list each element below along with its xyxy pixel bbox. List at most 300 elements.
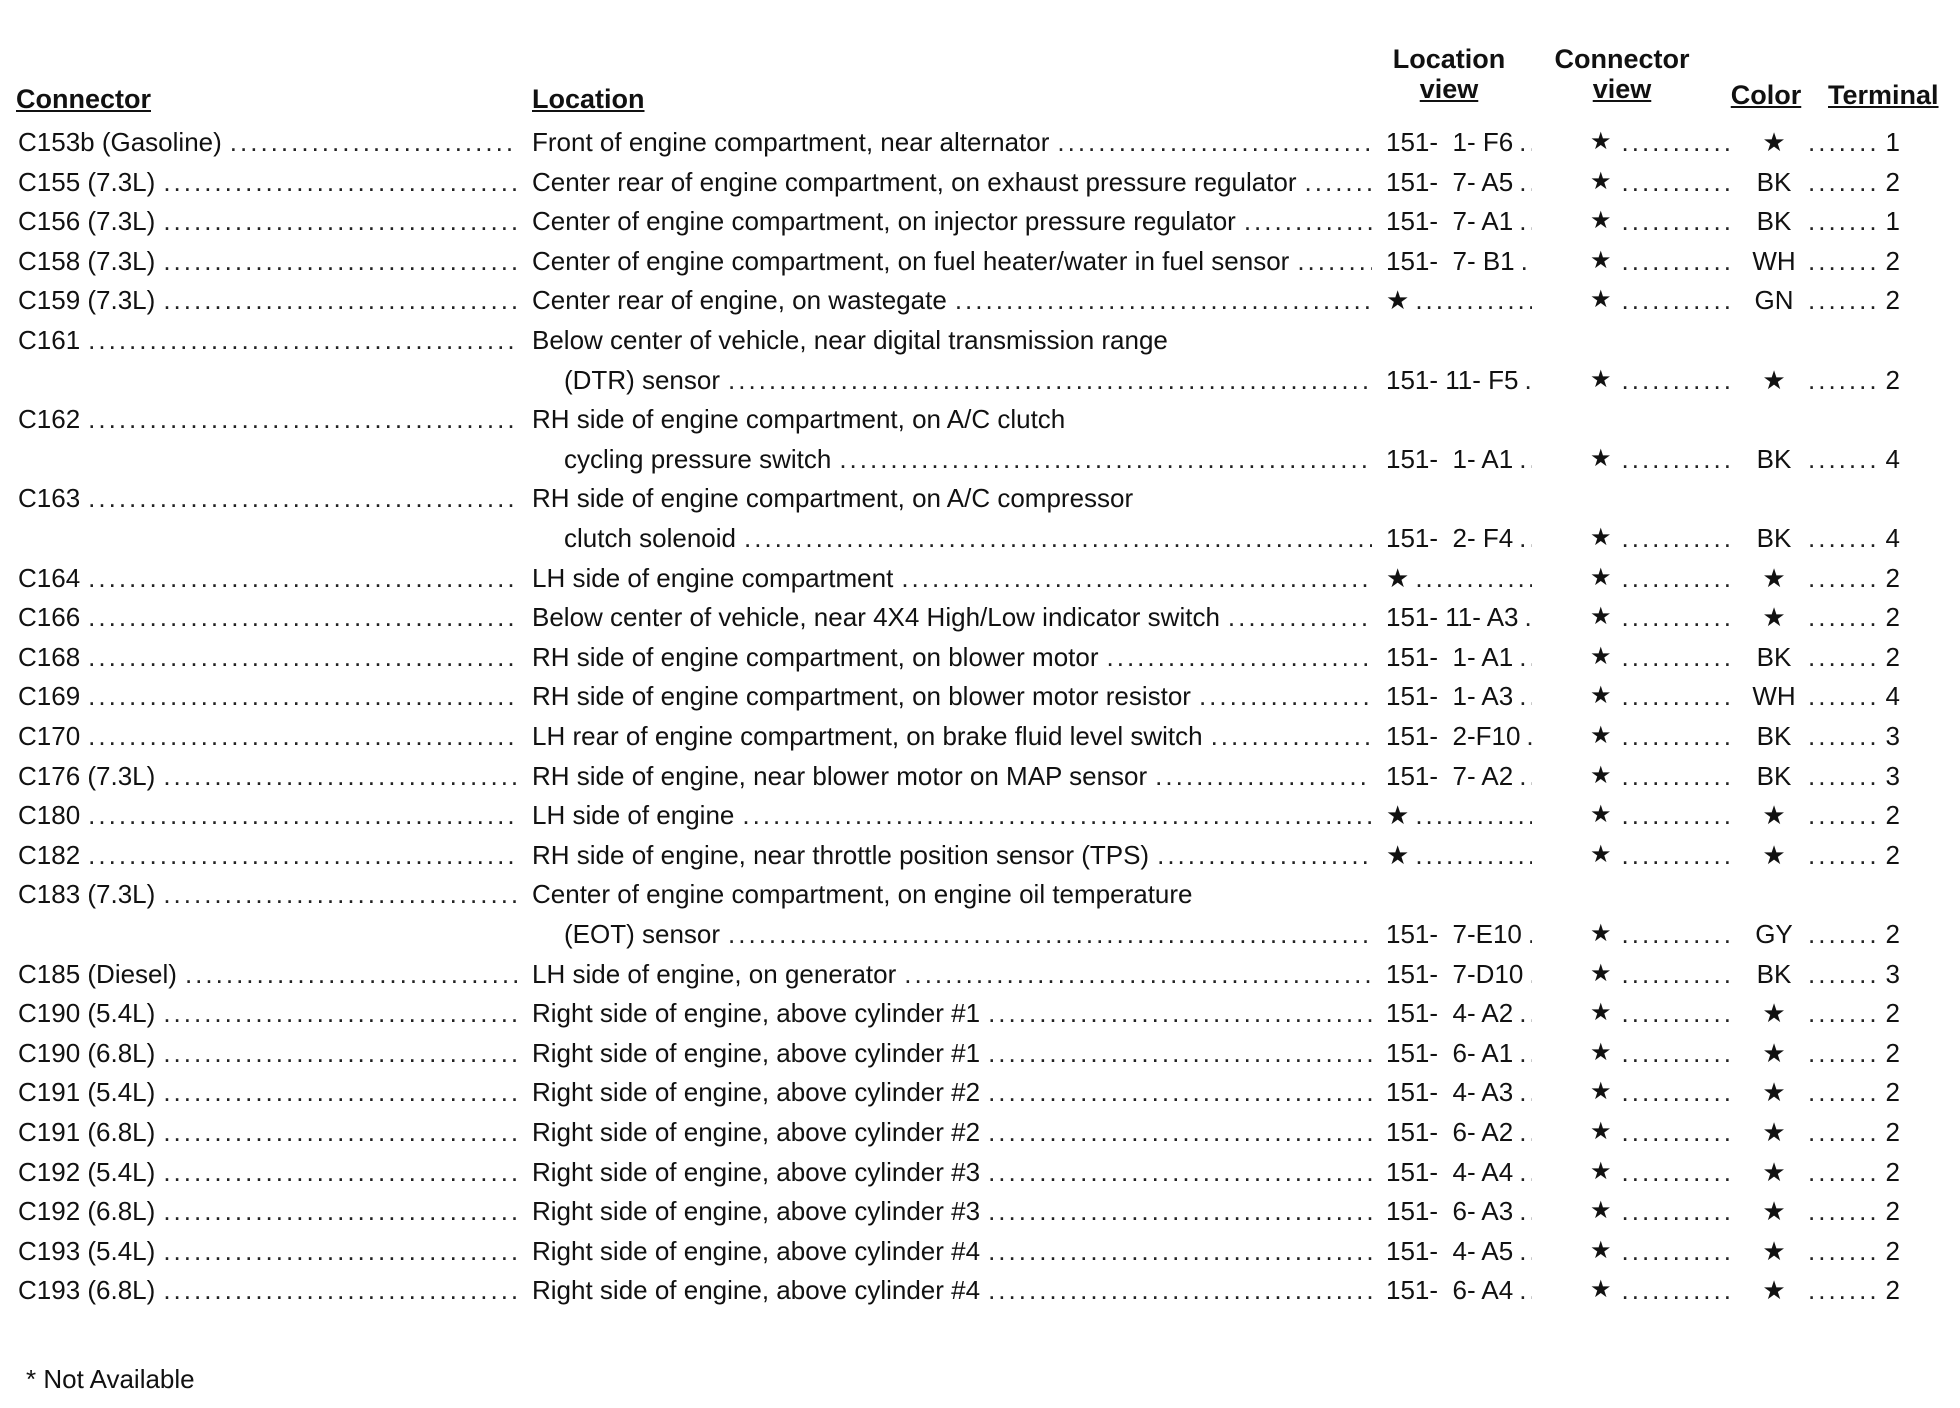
connector-id: C193 (6.8L) [18,1275,156,1306]
connector-view-cell [1590,520,1742,556]
dot-leader [1622,639,1736,675]
terminal-cell [1800,1193,1900,1229]
dot-leader [1622,758,1736,794]
connector-view-cell [1590,560,1742,596]
dot-leader [88,797,518,833]
connector-view-value: ★ [1590,246,1612,274]
location-view-cell [1386,995,1536,1031]
connector-view-value: ★ [1590,1276,1612,1304]
connector-id: C185 (Diesel) [18,958,177,989]
table-row [0,876,1960,912]
color-cell [1740,599,1808,635]
terminal-cell [1800,718,1900,754]
connector-view-cell [1590,203,1742,239]
dot-leader [163,995,518,1031]
dot-leader [1622,1114,1736,1150]
dot-leader [88,837,518,873]
connector-view-value: ★ [1590,128,1612,155]
color-value: ★ [1762,1275,1786,1306]
location-text: Center of engine compartment, on engine oil temperature [532,879,1193,910]
header-location [532,84,645,114]
connector-cell [18,758,522,794]
location-cell [532,718,1376,754]
location-view-value: 151- 7-E10 [1386,919,1522,949]
connector-view-cell [1590,678,1742,714]
color-cell [1740,678,1808,714]
connector-cell [18,243,522,279]
dot-leader [901,560,1372,596]
location-view-cell [1386,362,1536,398]
connector-id: C190 (5.4L) [18,998,156,1029]
location-view-value: 151- 2-F10 [1386,721,1521,751]
location-text: (EOT) sensor [564,919,721,949]
color-value: ★ [1762,1196,1786,1227]
dot-leader [1519,678,1532,714]
header-color [1728,80,1804,110]
dot-leader [1157,837,1372,873]
terminal-cell [1800,956,1900,992]
dot-leader [88,678,518,714]
connector-view-cell [1590,1272,1742,1308]
connector-view-cell [1590,797,1742,833]
connector-view-value: ★ [1590,286,1612,314]
connector-cell [18,1154,522,1190]
dot-leader [1622,995,1736,1031]
location-cell [532,678,1376,714]
connector-view-cell [1590,837,1742,873]
connector-view-cell [1590,639,1742,675]
location-view-cell [1386,520,1536,556]
location-view-cell [1386,758,1536,794]
connector-cell [18,1035,522,1071]
location-view-value: 151- 11- F5 [1386,364,1519,395]
connector-cell [18,1193,522,1229]
dot-leader [904,956,1372,992]
dot-leader [88,401,518,437]
terminal-cell [1800,758,1900,794]
location-view-cell [1386,916,1536,952]
dot-leader [1519,758,1532,794]
location-cell [532,520,1376,556]
connector-view-cell [1590,599,1742,635]
terminal-value: 2 [1885,998,1900,1029]
connector-id: C156 (7.3L) [18,206,156,237]
location-text: RH side of engine compartment, on A/C clutch [532,404,1066,435]
color-cell [1740,1035,1808,1071]
dot-leader [1808,639,1878,675]
color-value: BK [1756,958,1792,989]
location-cell [532,1272,1376,1308]
location-view-value: 151- 1- F6 [1386,127,1514,157]
location-view-value: 151- 11- A3 [1386,602,1519,633]
dot-leader [1199,678,1372,714]
table-row [0,956,1960,992]
dot-leader [1622,282,1736,318]
dot-leader [1519,441,1532,477]
color-cell [1740,1272,1808,1308]
connector-id: C191 (6.8L) [18,1117,156,1147]
connector-id: C180 [18,800,81,831]
color-value: BK [1756,641,1792,672]
dot-leader [1622,1074,1736,1110]
location-view-cell [1386,837,1536,873]
color-value: WH [1752,681,1796,712]
location-view-value: 151- 1- A1 [1386,641,1514,672]
header-terminal-label: Terminal [1828,80,1939,110]
location-text: Right side of engine, above cylinder #1 [532,998,981,1029]
table-row [0,124,1960,160]
connector-view-value: ★ [1590,642,1612,670]
connector-id: C161 [18,325,81,355]
table-row [0,995,1960,1031]
color-cell [1740,520,1808,556]
dot-leader [163,1154,518,1190]
dot-leader [1519,203,1532,239]
terminal-cell [1800,1074,1900,1110]
terminal-cell [1800,243,1900,279]
connector-view-cell [1590,124,1742,160]
connector-view-cell [1590,362,1742,398]
connector-view-value: ★ [1590,444,1612,472]
location-view-value: 151- 2- F4 [1386,523,1514,553]
table-row [0,1114,1960,1150]
dot-leader [1622,678,1736,714]
connector-id: C163 [18,483,81,514]
terminal-value: 2 [1885,1275,1900,1306]
location-cell [532,1233,1376,1269]
color-value: ★ [1762,602,1786,633]
terminal-value: 4 [1885,443,1900,474]
connector-cell [18,797,522,833]
dot-leader [1808,1114,1878,1150]
connector-view-cell [1590,282,1742,318]
color-cell [1740,1074,1808,1110]
connector-cell [18,480,522,516]
location-view-cell [1386,639,1536,675]
header-color-label: Color [1730,80,1802,110]
dot-leader [1519,1114,1532,1150]
dot-leader [1808,362,1878,398]
terminal-cell [1800,282,1900,318]
dot-leader [1808,837,1878,873]
dot-leader [1622,164,1736,200]
dot-leader [1519,164,1532,200]
dot-leader [1524,362,1532,398]
dot-leader [1297,243,1372,279]
dot-leader [1415,282,1532,318]
terminal-cell [1800,164,1900,200]
location-text: Right side of engine, above cylinder #4 [532,1275,981,1306]
location-text: (DTR) sensor [564,364,721,395]
connector-cell [18,995,522,1031]
terminal-value: 2 [1885,1196,1900,1227]
connector-view-value: ★ [1590,1118,1612,1145]
dot-leader [1808,243,1878,279]
location-text: Below center of vehicle, near 4X4 High/Low indicator switch [532,602,1220,633]
location-cell [532,758,1376,794]
dot-leader [1622,1193,1736,1229]
dot-leader [163,243,518,279]
connector-id: C158 (7.3L) [18,245,156,276]
dot-leader [1808,1074,1878,1110]
location-cell [532,362,1376,398]
dot-leader [88,599,518,635]
dot-leader [742,797,1372,833]
terminal-value: 2 [1885,1235,1900,1266]
color-cell [1740,956,1808,992]
dot-leader [1228,599,1372,635]
dot-leader [1622,203,1736,239]
connector-cell [18,1114,522,1150]
dot-leader [1808,1193,1878,1229]
dot-leader [163,164,518,200]
connector-cell [18,164,522,200]
location-cell [532,322,1376,358]
dot-leader [1057,124,1372,160]
location-text: Center rear of engine compartment, on exhaust pressure regulator [532,166,1297,197]
location-text: Center rear of engine, on wastegate [532,285,947,316]
terminal-value: 1 [1885,206,1900,237]
table-row [0,1074,1960,1110]
location-text: RH side of engine compartment, on A/C compressor [532,483,1134,514]
location-view-cell [1386,1272,1536,1308]
dot-leader [1622,1035,1736,1071]
connector-view-value: ★ [1590,1078,1612,1106]
location-text: Right side of engine, above cylinder #3 [532,1156,981,1187]
location-view-cell [1386,282,1536,318]
color-cell [1740,837,1808,873]
dot-leader [1526,718,1532,754]
table-row [0,282,1960,318]
table-row [0,322,1960,358]
dot-leader [1622,1154,1736,1190]
dot-leader [1519,1035,1532,1071]
header-location-view-line2: view [1419,74,1479,104]
terminal-value: 2 [1885,562,1900,593]
terminal-value: 4 [1885,681,1900,712]
location-text: Right side of engine, above cylinder #2 [532,1077,981,1108]
terminal-value: 2 [1885,1156,1900,1187]
location-view-value: ★ [1386,800,1410,831]
dot-leader [1519,1193,1532,1229]
color-cell [1740,1233,1808,1269]
table-row [0,560,1960,596]
location-view-value: 151- 7- A2 [1386,760,1514,791]
connector-id: C182 [18,839,81,870]
connector-id: C164 [18,562,81,593]
terminal-cell [1800,560,1900,596]
dot-leader [1622,560,1736,596]
header-connector-view-line1: Connector [1554,44,1690,74]
dot-leader [1808,718,1878,754]
connector-cell [18,124,522,160]
header-connector [16,84,151,114]
connector-view-cell [1590,956,1742,992]
color-cell [1740,1193,1808,1229]
dot-leader [1622,520,1736,556]
dot-leader [955,282,1372,318]
location-text: Right side of engine, above cylinder #4 [532,1235,981,1266]
connector-cell [18,1272,522,1308]
connector-view-value: ★ [1590,1038,1612,1066]
location-view-cell [1386,797,1536,833]
table-row [0,480,1960,516]
table-row [0,599,1960,635]
dot-leader [988,1035,1372,1071]
connector-id: C168 [18,641,81,672]
dot-leader [1525,599,1532,635]
color-value: ★ [1762,800,1786,831]
connector-view-cell [1590,164,1742,200]
table-row [0,678,1960,714]
connector-view-value: ★ [1590,524,1612,551]
dot-leader [1415,837,1532,873]
dot-leader [163,1233,518,1269]
connector-view-value: ★ [1590,207,1612,235]
connector-view-cell [1590,1193,1742,1229]
terminal-cell [1800,124,1900,160]
dot-leader [1211,718,1372,754]
dot-leader [1305,164,1372,200]
connector-view-cell [1590,1035,1742,1071]
dot-leader [1415,560,1532,596]
table-row [0,1154,1960,1190]
dot-leader [1808,956,1878,992]
color-value: ★ [1762,364,1786,395]
location-view-cell [1386,203,1536,239]
terminal-cell [1800,639,1900,675]
color-cell [1740,916,1808,952]
location-view-cell [1386,1035,1536,1071]
terminal-value: 2 [1885,641,1900,672]
terminal-cell [1800,1154,1900,1190]
dot-leader [1622,1233,1736,1269]
terminal-value: 2 [1885,919,1900,949]
location-view-value: ★ [1386,839,1410,870]
location-text: Center of engine compartment, on fuel heater/water in fuel sensor [532,245,1290,276]
color-cell [1740,718,1808,754]
location-text: RH side of engine compartment, on blower motor [532,641,1099,672]
location-cell [532,837,1376,873]
color-value: ★ [1762,1156,1786,1187]
connector-view-value: ★ [1590,801,1612,829]
location-cell [532,1154,1376,1190]
location-cell [532,599,1376,635]
dot-leader [1808,797,1878,833]
location-view-value: 151- 1- A1 [1386,443,1514,474]
terminal-value: 2 [1885,602,1900,633]
connector-view-cell [1590,718,1742,754]
color-value: ★ [1762,839,1786,870]
connector-cell [18,956,522,992]
dot-leader [88,322,518,358]
table-row [0,441,1960,477]
location-view-cell [1386,164,1536,200]
connector-cell [18,876,522,912]
table-row [0,203,1960,239]
dot-leader [1622,718,1736,754]
dot-leader [1808,1233,1878,1269]
terminal-value: 2 [1885,1077,1900,1108]
terminal-cell [1800,520,1900,556]
color-cell [1740,758,1808,794]
location-cell [532,164,1376,200]
color-cell [1740,441,1808,477]
connector-view-value: ★ [1590,682,1612,710]
location-view-cell [1386,1193,1536,1229]
connector-view-value: ★ [1590,840,1612,868]
color-cell [1740,1154,1808,1190]
location-cell [532,203,1376,239]
location-view-cell [1386,1074,1536,1110]
dot-leader [185,956,518,992]
color-value: BK [1756,523,1792,553]
location-view-value: 151- 4- A2 [1386,998,1514,1029]
connector-view-value: ★ [1590,761,1612,789]
color-value: ★ [1762,1037,1786,1068]
location-view-value: 151- 6- A4 [1386,1275,1514,1306]
header-location-view [1384,44,1514,104]
connector-id: C153b (Gasoline) [18,127,222,157]
terminal-value: 2 [1885,800,1900,831]
dot-leader [1519,520,1532,556]
location-text: Right side of engine, above cylinder #1 [532,1037,981,1068]
terminal-cell [1800,1035,1900,1071]
location-view-cell [1386,1233,1536,1269]
footnote: * Not Available [26,1364,195,1394]
color-value: ★ [1762,1077,1786,1108]
dot-leader [744,520,1372,556]
terminal-value: 2 [1885,1037,1900,1068]
connector-view-cell [1590,1233,1742,1269]
connector-view-value: ★ [1590,1236,1612,1264]
dot-leader [1519,1154,1532,1190]
dot-leader [163,1193,518,1229]
dot-leader [1808,560,1878,596]
color-cell [1740,164,1808,200]
table-row [0,164,1960,200]
color-cell [1740,797,1808,833]
dot-leader [1808,678,1878,714]
location-text: LH rear of engine compartment, on brake fluid level switch [532,721,1203,751]
header-connector-label: Connector [16,84,151,114]
connector-id: C159 (7.3L) [18,285,156,316]
dot-leader [1622,837,1736,873]
connector-id: C193 (5.4L) [18,1235,156,1266]
dot-leader [163,203,518,239]
connector-id: C155 (7.3L) [18,166,156,197]
connector-view-value: ★ [1590,999,1612,1027]
dot-leader [1521,243,1532,279]
color-value: ★ [1762,998,1786,1029]
terminal-cell [1800,441,1900,477]
location-text: Below center of vehicle, near digital transmission range [532,325,1168,355]
terminal-cell [1800,1114,1900,1150]
location-cell [532,282,1376,318]
color-cell [1740,639,1808,675]
connector-id: C176 (7.3L) [18,760,156,791]
connector-cell [18,560,522,596]
location-text: LH side of engine, on generator [532,958,897,989]
connector-id: C183 (7.3L) [18,879,156,910]
location-cell [532,124,1376,160]
location-text: RH side of engine, near throttle position sensor (TPS) [532,839,1150,870]
connector-id: C166 [18,602,81,633]
table-row [0,243,1960,279]
location-cell [532,401,1376,437]
connector-cell [18,599,522,635]
dot-leader [230,124,518,160]
